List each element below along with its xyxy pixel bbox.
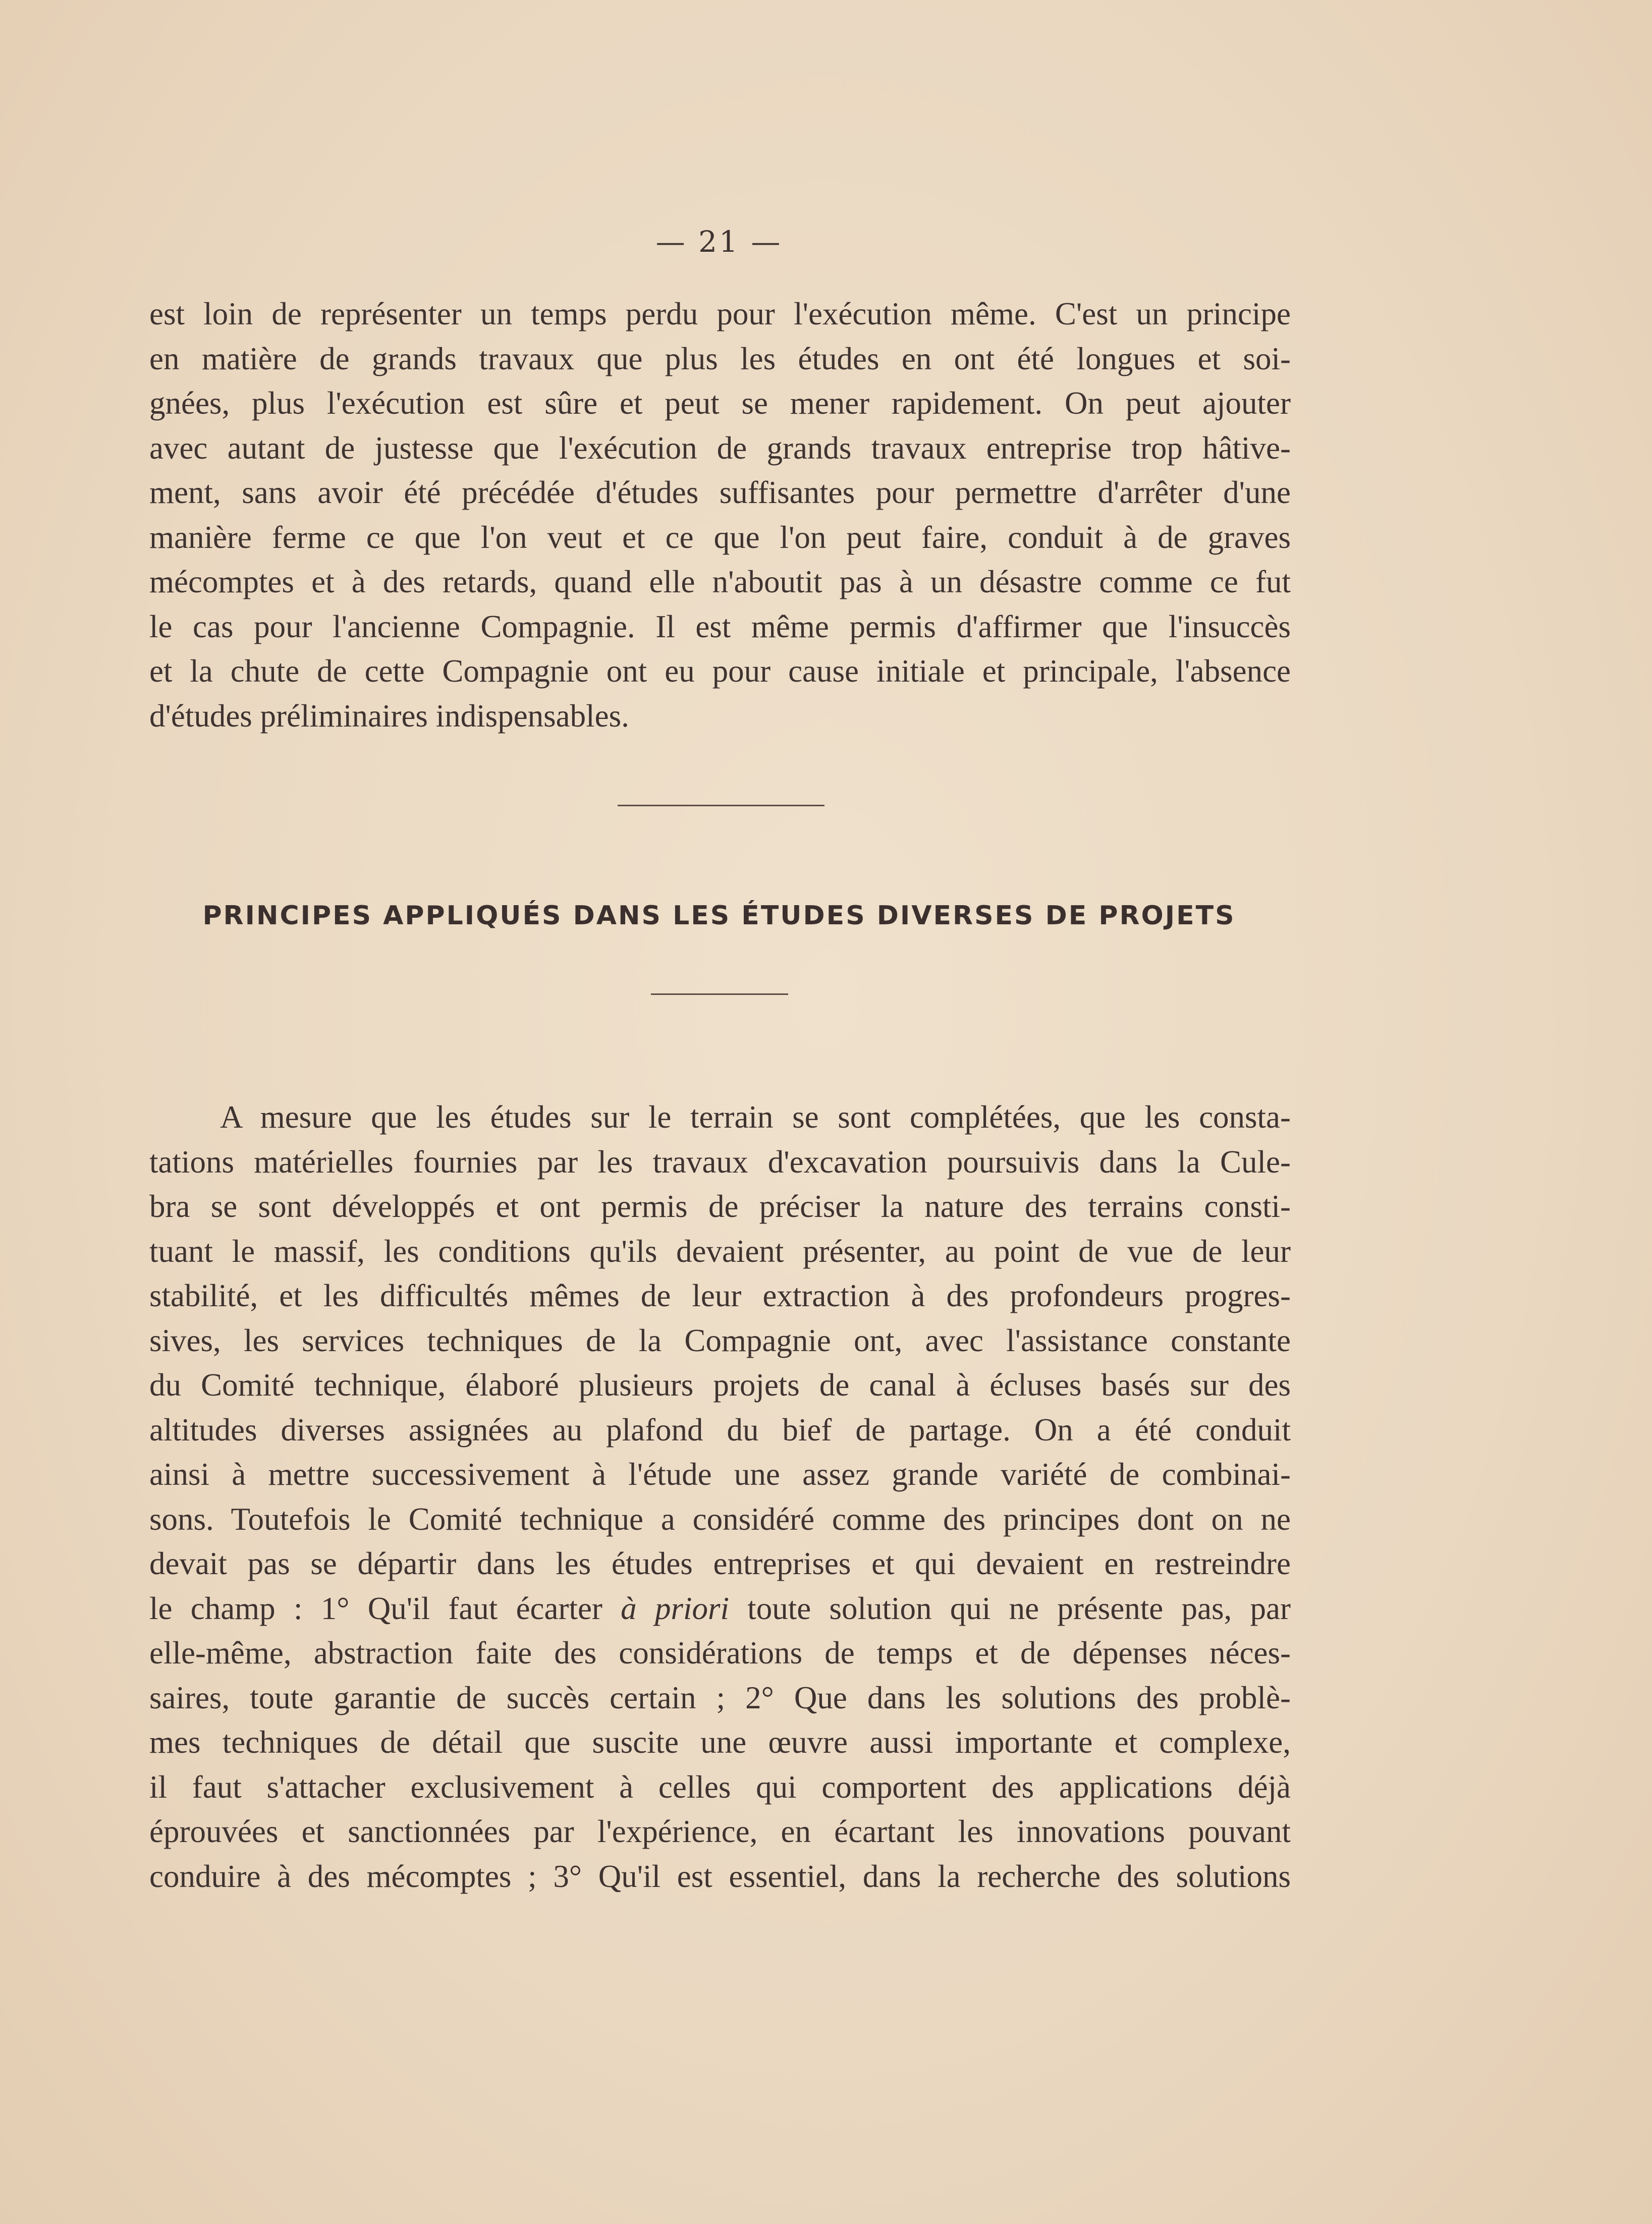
paragraph-principles <box>149 1095 1291 1899</box>
text-line: gnées, plus l'exécution est sûre et peut se mener rapidement. On peut ajouter <box>149 385 1291 421</box>
text-line: il faut s'attacher exclusivement à celles qui comportent des applications déjà <box>149 1769 1291 1805</box>
text-line: stabilité, et les difficultés mêmes de leur extraction à des profondeurs progres- <box>149 1278 1291 1313</box>
text-line: d'études préliminaires indispensables. <box>149 698 629 734</box>
text-line: altitudes diverses assignées au plafond du bief de partage. On a été conduit <box>149 1412 1291 1448</box>
text-line: sons. Toutefois le Comité technique a considéré comme des principes dont on ne <box>149 1501 1291 1537</box>
text-line: éprouvées et sanctionnées par l'expérience, en écartant les innovations pouvant <box>149 1814 1291 1849</box>
text-line: du Comité technique, élaboré plusieurs projets de canal à écluses basés sur des <box>149 1367 1291 1403</box>
section-divider-top <box>618 805 824 806</box>
text-line: mécomptes et à des retards, quand elle n'aboutit pas à un désastre comme ce fut <box>149 564 1291 599</box>
text-segment: le champ : 1° Qu'il faut écarter <box>149 1590 602 1626</box>
text-line: ainsi à mettre successivement à l'étude une assez grande variété de combinai- <box>149 1457 1291 1492</box>
text-segment: toute solution qui ne présente pas, par <box>747 1590 1291 1626</box>
text-line: tations matérielles fournies par les travaux d'excavation poursuivis dans la Cule- <box>149 1144 1291 1180</box>
text-line: sives, les services techniques de la Compagnie ont, avec l'assistance constante <box>149 1322 1291 1358</box>
text-line: elle-même, abstraction faite des considérations de temps et de dépenses néces- <box>149 1635 1291 1671</box>
section-divider-bottom <box>651 993 788 995</box>
page-number: — 21 — <box>655 225 783 259</box>
text-line <box>149 1586 1291 1631</box>
text-line: est loin de représenter un temps perdu pour l'exécution même. C'est un principe <box>149 296 1291 331</box>
text-line: mes techniques de détail que suscite une œuvre aussi importante et complexe, <box>149 1725 1291 1760</box>
text-line: avec autant de justesse que l'exécution de grands travaux entreprise trop hâtive- <box>149 430 1291 466</box>
text-line: le cas pour l'ancienne Compagnie. Il est même permis d'affirmer que l'insuccès <box>149 608 1291 644</box>
section-heading: PRINCIPES APPLIQUÉS DANS LES ÉTUDES DIVERSES DE PROJETS <box>202 901 1236 931</box>
paragraph-intro <box>149 292 1291 738</box>
text-line: bra se sont développés et ont permis de préciser la nature des terrains consti- <box>149 1189 1291 1224</box>
text-line: ment, sans avoir été précédée d'études suffisantes pour permettre d'arrêter d'une <box>149 475 1291 510</box>
italic-text: à priori <box>621 1590 729 1626</box>
text-line: en matière de grands travaux que plus les études en ont été longues et soi- <box>149 341 1291 376</box>
text-line: et la chute de cette Compagnie ont eu pour cause initiale et principale, l'absence <box>149 653 1291 689</box>
text-line: devait pas se départir dans les études entreprises et qui devaient en restreindre <box>149 1546 1291 1581</box>
text-line: tuant le massif, les conditions qu'ils devaient présenter, au point de vue de leur <box>149 1233 1291 1269</box>
text-line: conduire à des mécomptes ; 3° Qu'il est essentiel, dans la recherche des solutions <box>149 1858 1291 1894</box>
text-line: manière ferme ce que l'on veut et ce que l'on peut faire, conduit à de graves <box>149 519 1291 555</box>
text-line: A mesure que les études sur le terrain se sont complétées, que les consta- <box>220 1099 1291 1135</box>
text-line: saires, toute garantie de succès certain ; 2° Que dans les solutions des problè- <box>149 1680 1291 1715</box>
